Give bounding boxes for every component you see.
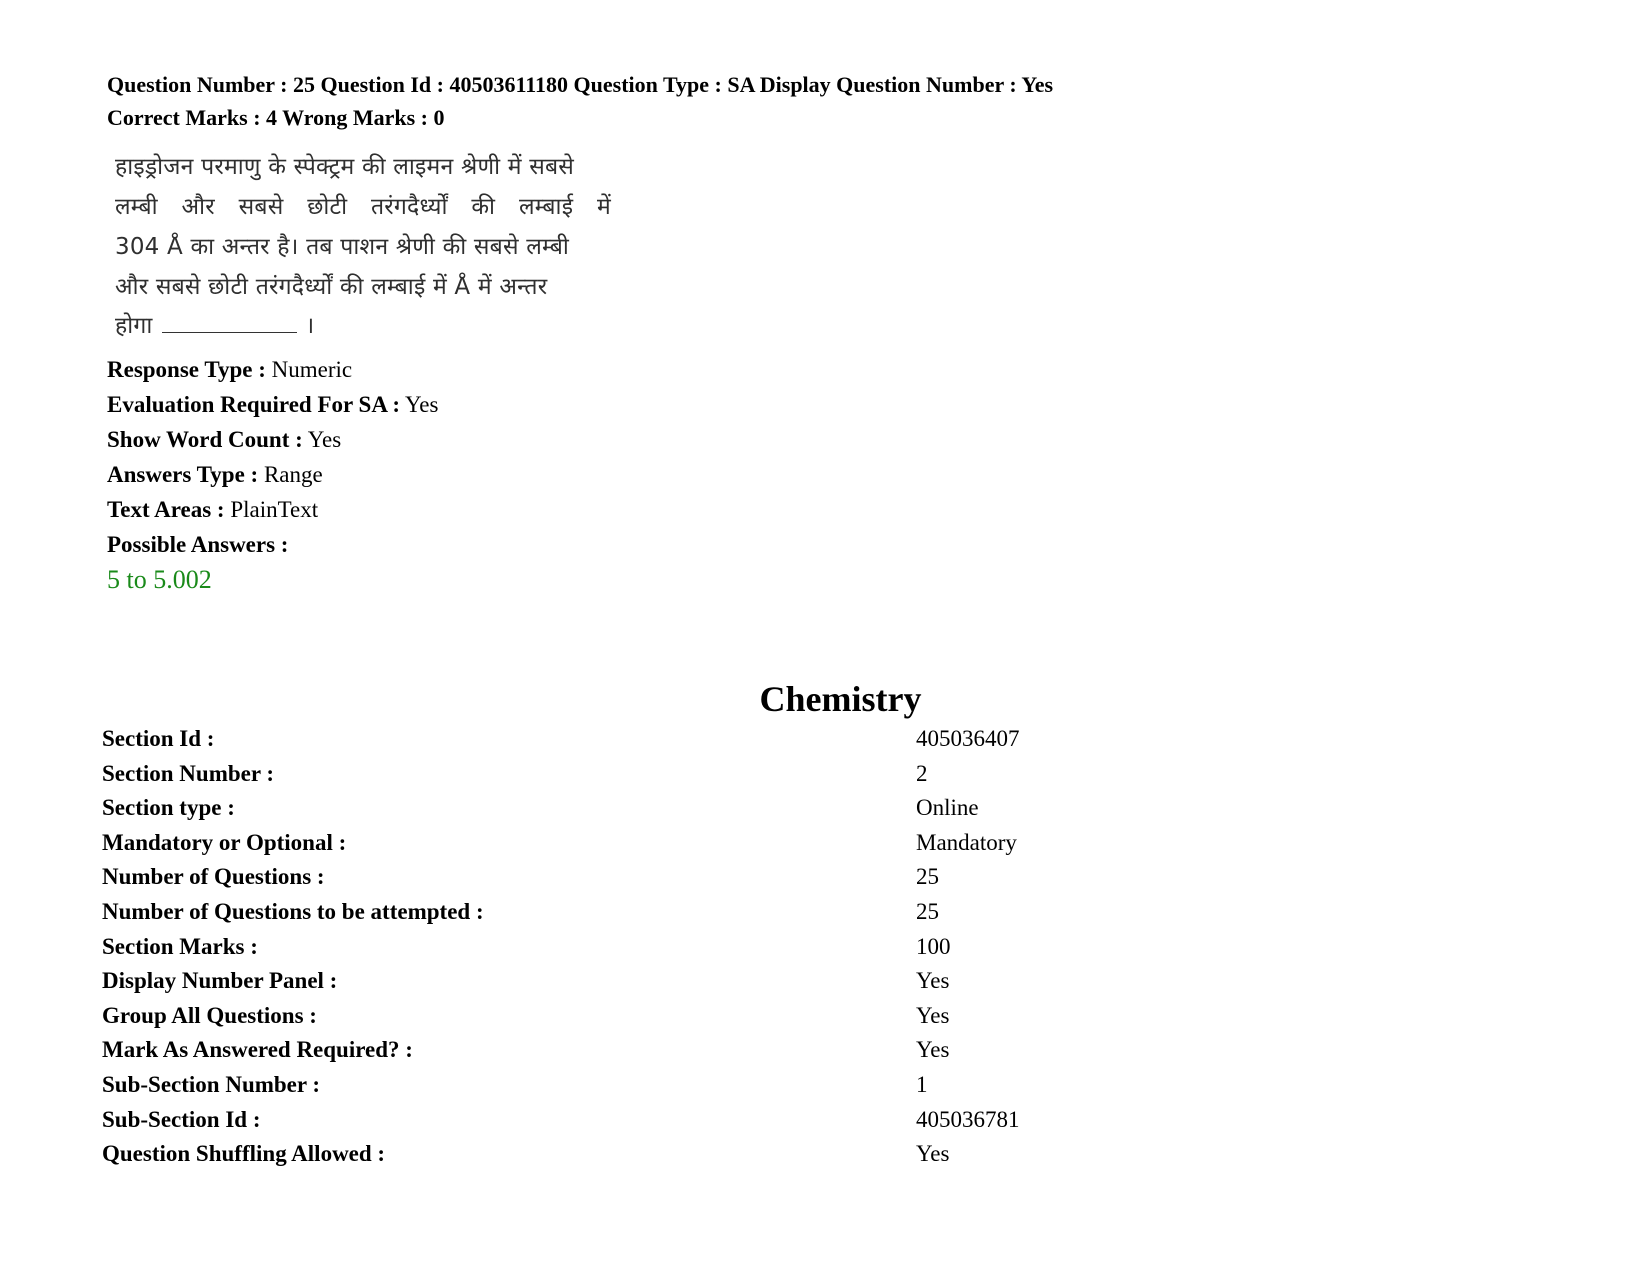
section-row: [102, 968, 1302, 1003]
question-text-line-5: [115, 308, 314, 340]
question-word: सबसे: [238, 194, 284, 220]
section-row-value: 405036781: [916, 1106, 1020, 1132]
evaluation-required-row: [107, 392, 438, 418]
section-row-value: Yes: [916, 1002, 950, 1028]
section-row-value: Yes: [916, 1037, 950, 1063]
meta-value: Yes: [405, 392, 439, 417]
section-row-label: Section Marks :: [102, 933, 258, 959]
section-row-value: 25: [916, 898, 939, 924]
section-row-label: Section type :: [102, 795, 235, 821]
section-row-value: 2: [916, 760, 928, 786]
marks-header-line: Correct Marks : 4 Wrong Marks : 0: [107, 105, 445, 130]
section-details-table: [102, 726, 1302, 1176]
section-row-value: Yes: [916, 1141, 950, 1167]
question-word: होगा: [115, 313, 153, 339]
section-row: [102, 761, 1302, 796]
answer-blank: [162, 312, 297, 333]
question-word: ।: [305, 313, 315, 339]
meta-value: Yes: [307, 427, 342, 452]
section-row: [102, 1003, 1302, 1038]
text-areas-row: [107, 497, 318, 523]
section-row: [102, 795, 1302, 830]
section-row-value: Yes: [916, 968, 950, 994]
meta-value: PlainText: [230, 497, 319, 522]
meta-label: Evaluation Required For SA :: [107, 392, 401, 417]
section-row-label: Sub-Section Number :: [102, 1071, 321, 1097]
meta-label: Response Type :: [107, 357, 266, 382]
question-text-image: [107, 145, 617, 343]
section-row-label: Group All Questions :: [102, 1002, 317, 1028]
response-type-row: [107, 357, 352, 383]
section-row-label: Section Id :: [102, 726, 215, 751]
section-row-value: 405036407: [916, 726, 1020, 751]
section-row-label: Sub-Section Id :: [102, 1106, 261, 1132]
question-text-line-3: 304 Å का अन्तर है। तब पाशन श्रेणी की सबसे लम्बी: [115, 234, 570, 260]
section-row-label: Number of Questions to be attempted :: [102, 898, 484, 924]
section-row-value: Mandatory: [916, 829, 1017, 855]
question-word: की: [471, 194, 496, 220]
section-row-value: 25: [916, 864, 939, 890]
meta-value: Numeric: [271, 357, 353, 382]
section-row: [102, 934, 1302, 969]
meta-label: Answers Type :: [107, 462, 259, 487]
section-row: [102, 1072, 1302, 1107]
section-row-label: Mark As Answered Required? :: [102, 1037, 413, 1063]
question-text-line-1: हाइड्रोजन परमाणु के स्पेक्ट्रम की लाइमन श्रेणी में सबसे: [115, 154, 575, 180]
section-row-label: Display Number Panel :: [102, 968, 338, 994]
section-row-value: Online: [916, 795, 979, 821]
section-row-label: Number of Questions :: [102, 864, 325, 890]
meta-label: Text Areas :: [107, 497, 225, 522]
question-word: लम्बी: [115, 194, 158, 220]
meta-label: Possible Answers :: [107, 532, 289, 557]
section-row-value: 1: [916, 1071, 928, 1097]
section-row-label: Question Shuffling Allowed :: [102, 1141, 386, 1167]
possible-answers-row: [107, 532, 288, 558]
section-row: [102, 864, 1302, 899]
question-text-line-2: [115, 189, 611, 221]
question-word: और: [181, 194, 215, 220]
section-row-label: Mandatory or Optional :: [102, 829, 347, 855]
section-row: [102, 726, 1302, 761]
question-word: तरंगदैर्ध्यों: [370, 194, 448, 220]
question-word: छोटी: [307, 194, 348, 220]
section-row: [102, 1037, 1302, 1072]
question-text-line-4: और सबसे छोटी तरंगदैर्ध्यों की लम्बाई में Å में अन्तर: [115, 274, 548, 300]
meta-label: Show Word Count :: [107, 427, 303, 452]
possible-answer-value: 5 to 5.002: [107, 565, 212, 594]
section-title: Chemistry: [759, 679, 922, 719]
section-row-label: Section Number :: [102, 760, 275, 786]
section-row: [102, 1141, 1302, 1176]
section-row: [102, 899, 1302, 934]
section-row-value: 100: [916, 933, 951, 959]
section-row: [102, 1107, 1302, 1142]
question-word: में: [596, 194, 611, 220]
meta-value: Range: [263, 462, 323, 487]
question-header-line: Question Number : 25 Question Id : 40503611180 Question Type : SA Display Question Number : Yes: [107, 72, 1054, 97]
answers-type-row: [107, 462, 323, 488]
section-row: [102, 830, 1302, 865]
show-word-count-row: [107, 427, 341, 453]
question-word: लम्बाई: [518, 194, 574, 220]
